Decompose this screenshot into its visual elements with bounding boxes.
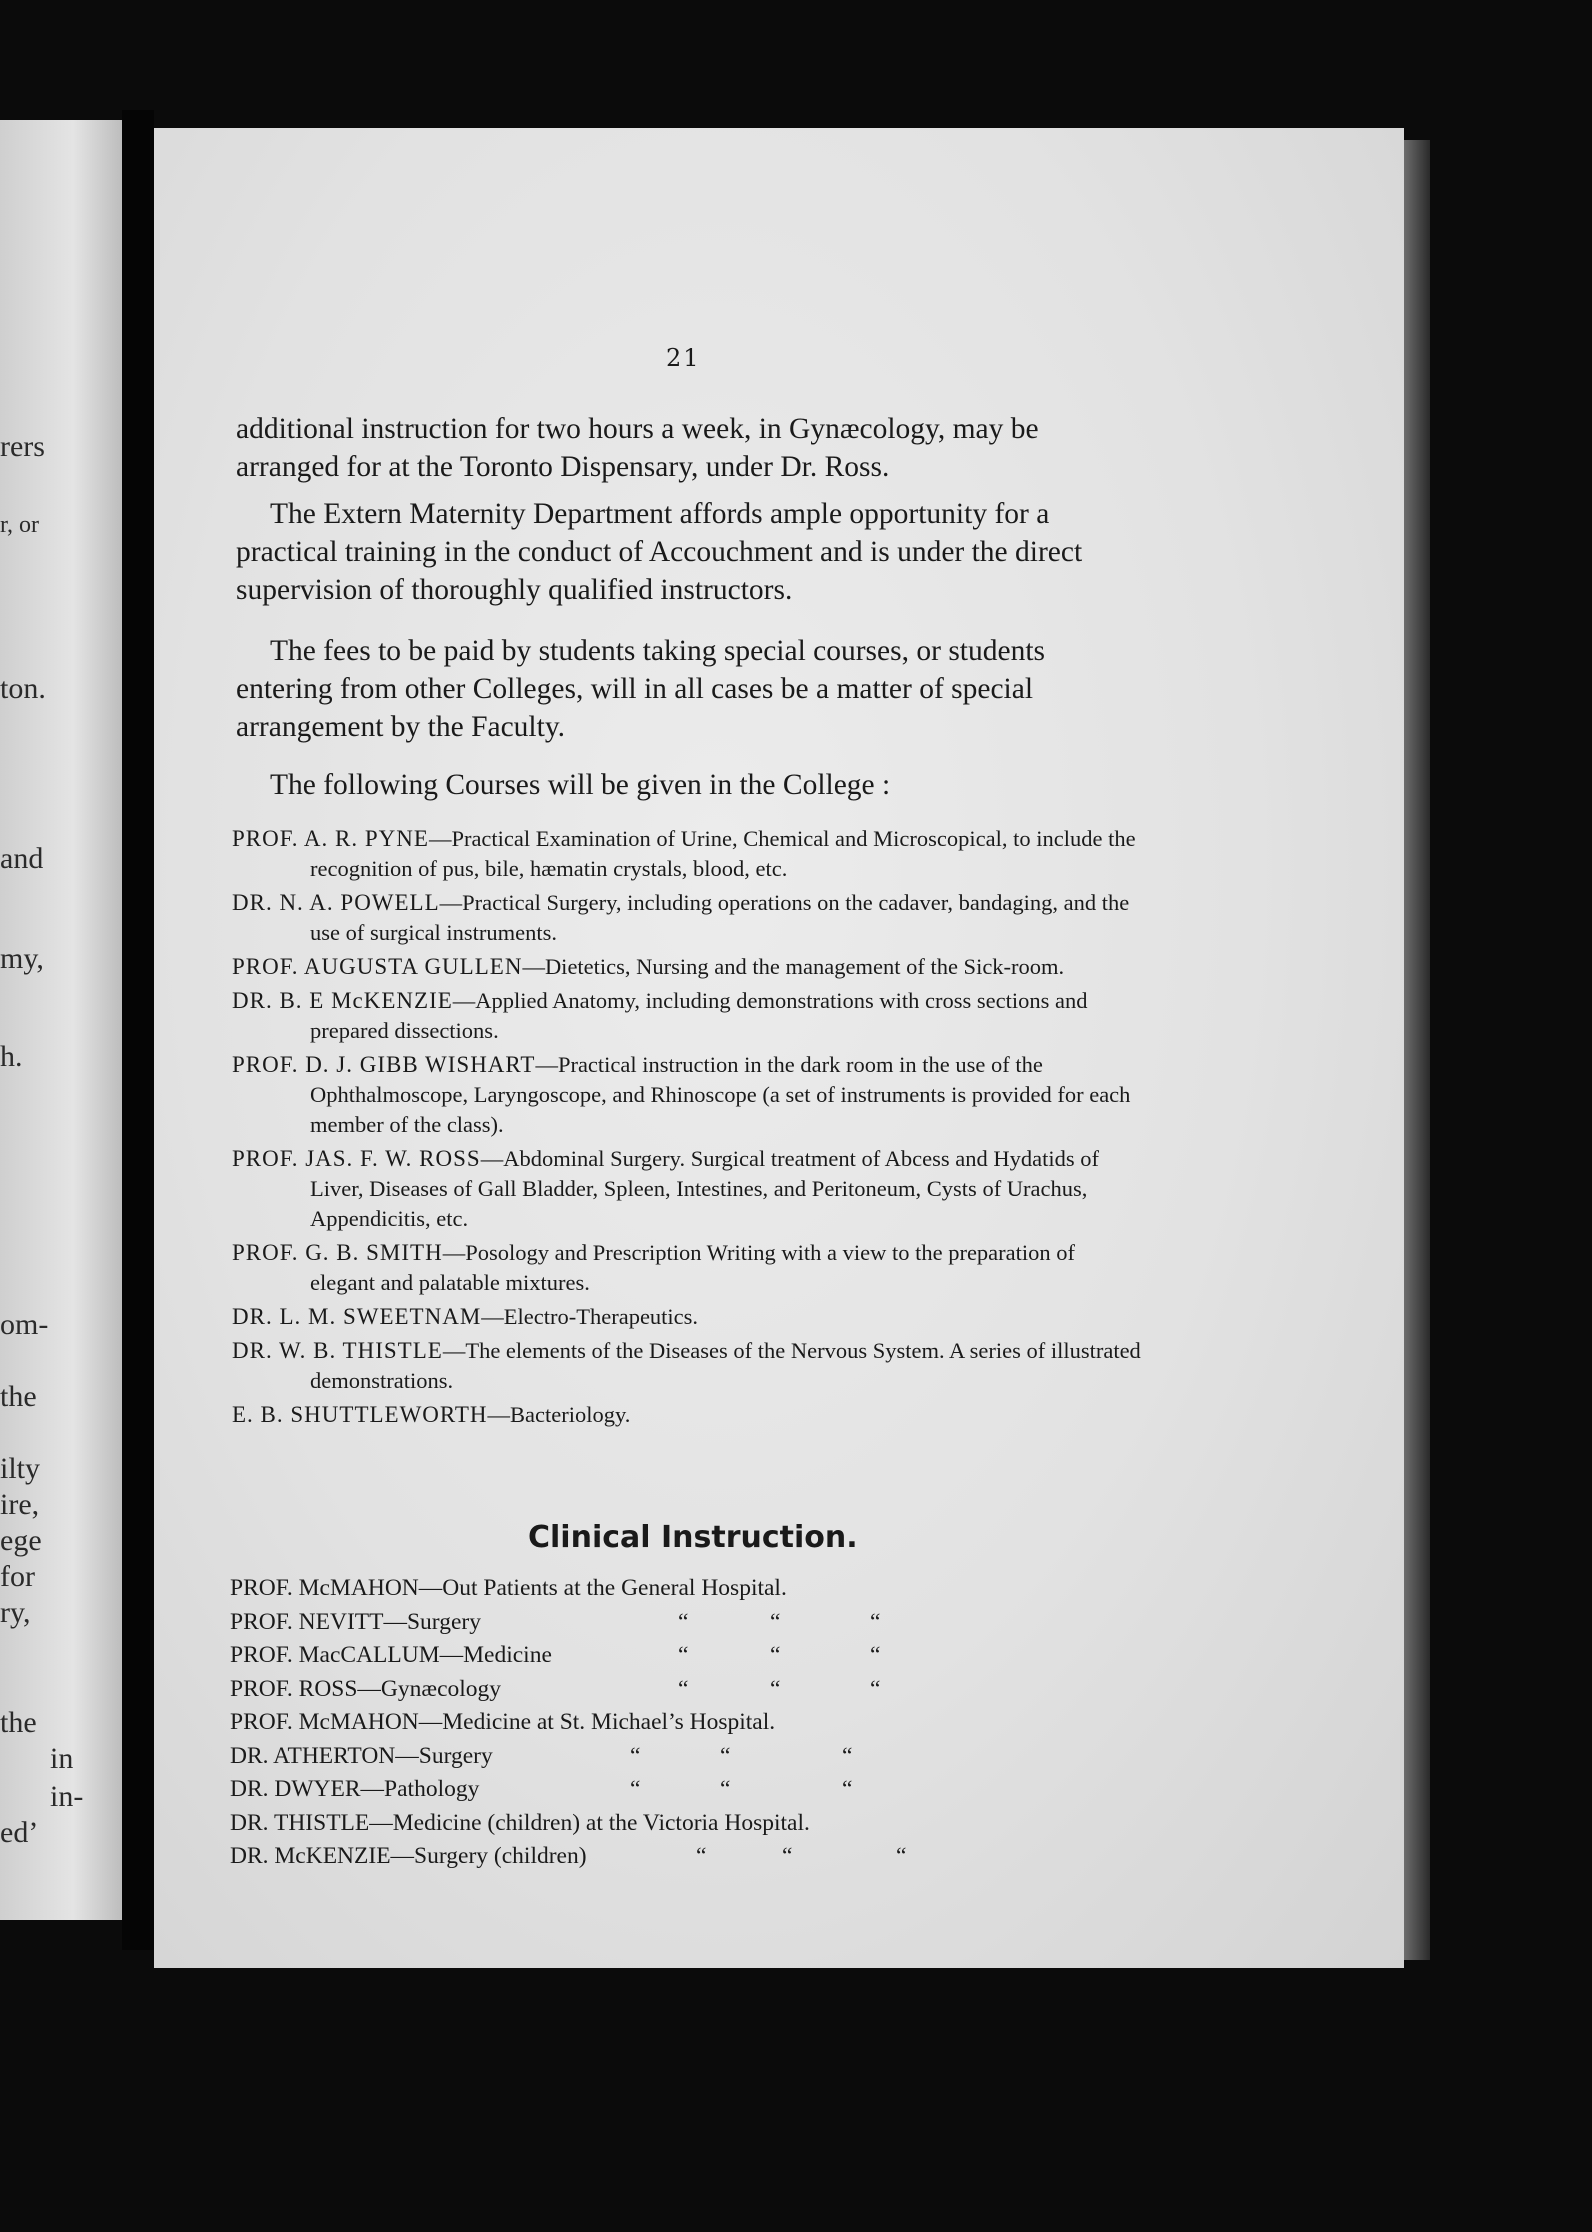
course-description: —Posology and Prescription Writing with a view to the preparation of elegant and palatable mixtures. — [310, 1240, 1076, 1295]
left-page-fragment: ilty — [0, 1452, 41, 1485]
left-page-fragment: ton. — [0, 672, 46, 705]
paragraph: The Extern Maternity Department affords ample opportunity for a practical training in the conduct of Accouchment and is under the direct supervision of thoroughly qualified instructors. — [236, 498, 1083, 606]
left-page-fragment: ry, — [0, 1596, 31, 1629]
clinical-row-text: PROF. McMAHON—Medicine at St. Michael’s Hospital. — [230, 1709, 776, 1735]
course-instructor: PROF. AUGUSTA GULLEN — [232, 954, 523, 979]
ditto-mark: “ — [630, 1742, 641, 1769]
book-gutter — [122, 110, 154, 1950]
left-page-fragment: ed’ — [0, 1816, 39, 1849]
course-list — [232, 824, 1142, 1434]
clinical-row — [230, 1572, 1130, 1606]
ditto-mark: “ — [870, 1608, 881, 1635]
page-edge — [1404, 140, 1430, 1960]
course-instructor: DR. W. B. THISTLE — [232, 1338, 443, 1363]
course-entry — [232, 986, 1142, 1046]
clinical-row — [230, 1673, 1130, 1707]
course-entry — [232, 1050, 1142, 1140]
left-page-fragment: ege — [0, 1524, 42, 1557]
clinical-row-text: PROF. ROSS—Gynæcology — [230, 1675, 502, 1702]
course-description: —Applied Anatomy, including demonstrations with cross sections and prepared dissections. — [310, 988, 1088, 1043]
ditto-mark: “ — [696, 1843, 707, 1869]
course-entry — [232, 824, 1142, 884]
ditto-mark: “ — [630, 1776, 641, 1802]
ditto-mark: “ — [870, 1675, 881, 1702]
left-page-fragment: r, or — [0, 512, 40, 538]
clinical-row-text: PROF. MacCALLUM—Medicine — [230, 1642, 552, 1668]
left-page-fragment: for — [0, 1560, 35, 1593]
course-entry — [232, 1238, 1142, 1298]
course-entry — [232, 1336, 1142, 1396]
course-description: —Dietetics, Nursing and the management of the Sick-room. — [522, 954, 1065, 979]
left-page-fragment: ire, — [0, 1488, 40, 1521]
course-entry — [232, 952, 1142, 982]
course-instructor: DR. B. E McKENZIE — [232, 988, 453, 1013]
ditto-mark: “ — [678, 1642, 689, 1668]
left-page-fragment: rers — [0, 430, 45, 463]
clinical-row — [230, 1606, 1130, 1640]
ditto-mark: “ — [842, 1776, 853, 1802]
left-page-fragment: the — [0, 1706, 37, 1739]
course-instructor: PROF. D. J. GIBB WISHART — [232, 1052, 536, 1077]
ditto-mark: “ — [770, 1675, 781, 1702]
ditto-mark: “ — [870, 1642, 881, 1668]
course-description: —Practical Examination of Urine, Chemical and Microscopical, to include the recognition of pus, bile, hæmatin crystals, blood, etc. — [310, 826, 1136, 881]
course-instructor: PROF. A. R. PYNE — [232, 826, 429, 851]
clinical-row — [230, 1773, 1130, 1807]
clinical-row — [230, 1840, 1130, 1874]
course-description: —Bacteriology. — [487, 1402, 631, 1427]
left-page-fragment: the — [0, 1380, 37, 1413]
clinical-row-text: PROF. NEVITT—Surgery — [230, 1608, 481, 1635]
course-description: —Abdominal Surgery. Surgical treatment of Abcess and Hydatids of Liver, Diseases of Gall Bladder, Spleen, Intestines, and Peritoneum, Cysts of Urachus, Appendicitis, etc. — [310, 1146, 1099, 1231]
clinical-row — [230, 1706, 1130, 1740]
clinical-heading: Clinical Instruction. — [528, 1520, 858, 1555]
ditto-mark: “ — [720, 1776, 731, 1802]
course-instructor: E. B. SHUTTLEWORTH — [232, 1402, 488, 1427]
course-instructor: DR. N. A. POWELL — [232, 890, 440, 915]
course-instructor: DR. L. M. SWEETNAM — [232, 1304, 482, 1329]
ditto-mark: “ — [770, 1608, 781, 1635]
left-page-fragment: in- — [50, 1780, 84, 1813]
course-description: —Practical Surgery, including operations on the cadaver, bandaging, and the use of surgical instruments. — [310, 890, 1130, 945]
left-facing-page — [0, 120, 122, 1920]
course-entry — [232, 1302, 1142, 1332]
ditto-mark: “ — [720, 1742, 731, 1769]
ditto-mark: “ — [782, 1843, 793, 1869]
course-description: —Electro-Therapeutics. — [481, 1304, 699, 1329]
course-entry — [232, 1400, 1142, 1430]
course-description: —The elements of the Diseases of the Nervous System. A series of illustrated demonstrations. — [310, 1338, 1141, 1393]
paragraph: The fees to be paid by students taking special courses, or students entering from other Colleges, will in all cases be a matter of special arrangement by the Faculty. — [236, 635, 1046, 743]
paragraph: additional instruction for two hours a week, in Gynæcology, may be arranged for at the Toronto Dispensary, under Dr. Ross. — [236, 413, 1039, 483]
ditto-mark: “ — [770, 1642, 781, 1668]
left-page-fragment: and — [0, 842, 44, 875]
left-page-fragment: my, — [0, 942, 44, 975]
left-page-fragment: h. — [0, 1040, 23, 1073]
clinical-row — [230, 1740, 1130, 1774]
left-page-fragment: om- — [0, 1308, 49, 1341]
ditto-mark: “ — [678, 1675, 689, 1702]
course-entry — [232, 888, 1142, 948]
clinical-row — [230, 1807, 1130, 1841]
clinical-row-text: DR. ATHERTON—Surgery — [230, 1742, 493, 1769]
left-page-fragment: in — [50, 1742, 74, 1775]
clinical-row-text: DR. THISTLE—Medicine (children) at the Victoria Hospital. — [230, 1809, 810, 1836]
ditto-mark: “ — [842, 1742, 853, 1769]
clinical-list — [230, 1572, 1130, 1874]
paragraph: The following Courses will be given in the College : — [270, 769, 891, 801]
course-description: —Practical instruction in the dark room in the use of the Ophthalmoscope, Laryngoscope, and Rhinoscope (a set of instruments is provided for each member of the class). — [310, 1052, 1131, 1137]
ditto-mark: “ — [678, 1608, 689, 1635]
clinical-row-text: DR. McKENZIE—Surgery (children) — [230, 1843, 587, 1869]
clinical-row-text: PROF. McMAHON—Out Patients at the General Hospital. — [230, 1575, 787, 1601]
clinical-row-text: DR. DWYER—Pathology — [230, 1776, 480, 1802]
clinical-row — [230, 1639, 1130, 1673]
ditto-mark: “ — [896, 1843, 907, 1869]
course-instructor: PROF. JAS. F. W. ROSS — [232, 1146, 481, 1171]
page-number: 21 — [666, 344, 701, 372]
course-entry — [232, 1144, 1142, 1234]
course-instructor: PROF. G. B. SMITH — [232, 1240, 443, 1265]
